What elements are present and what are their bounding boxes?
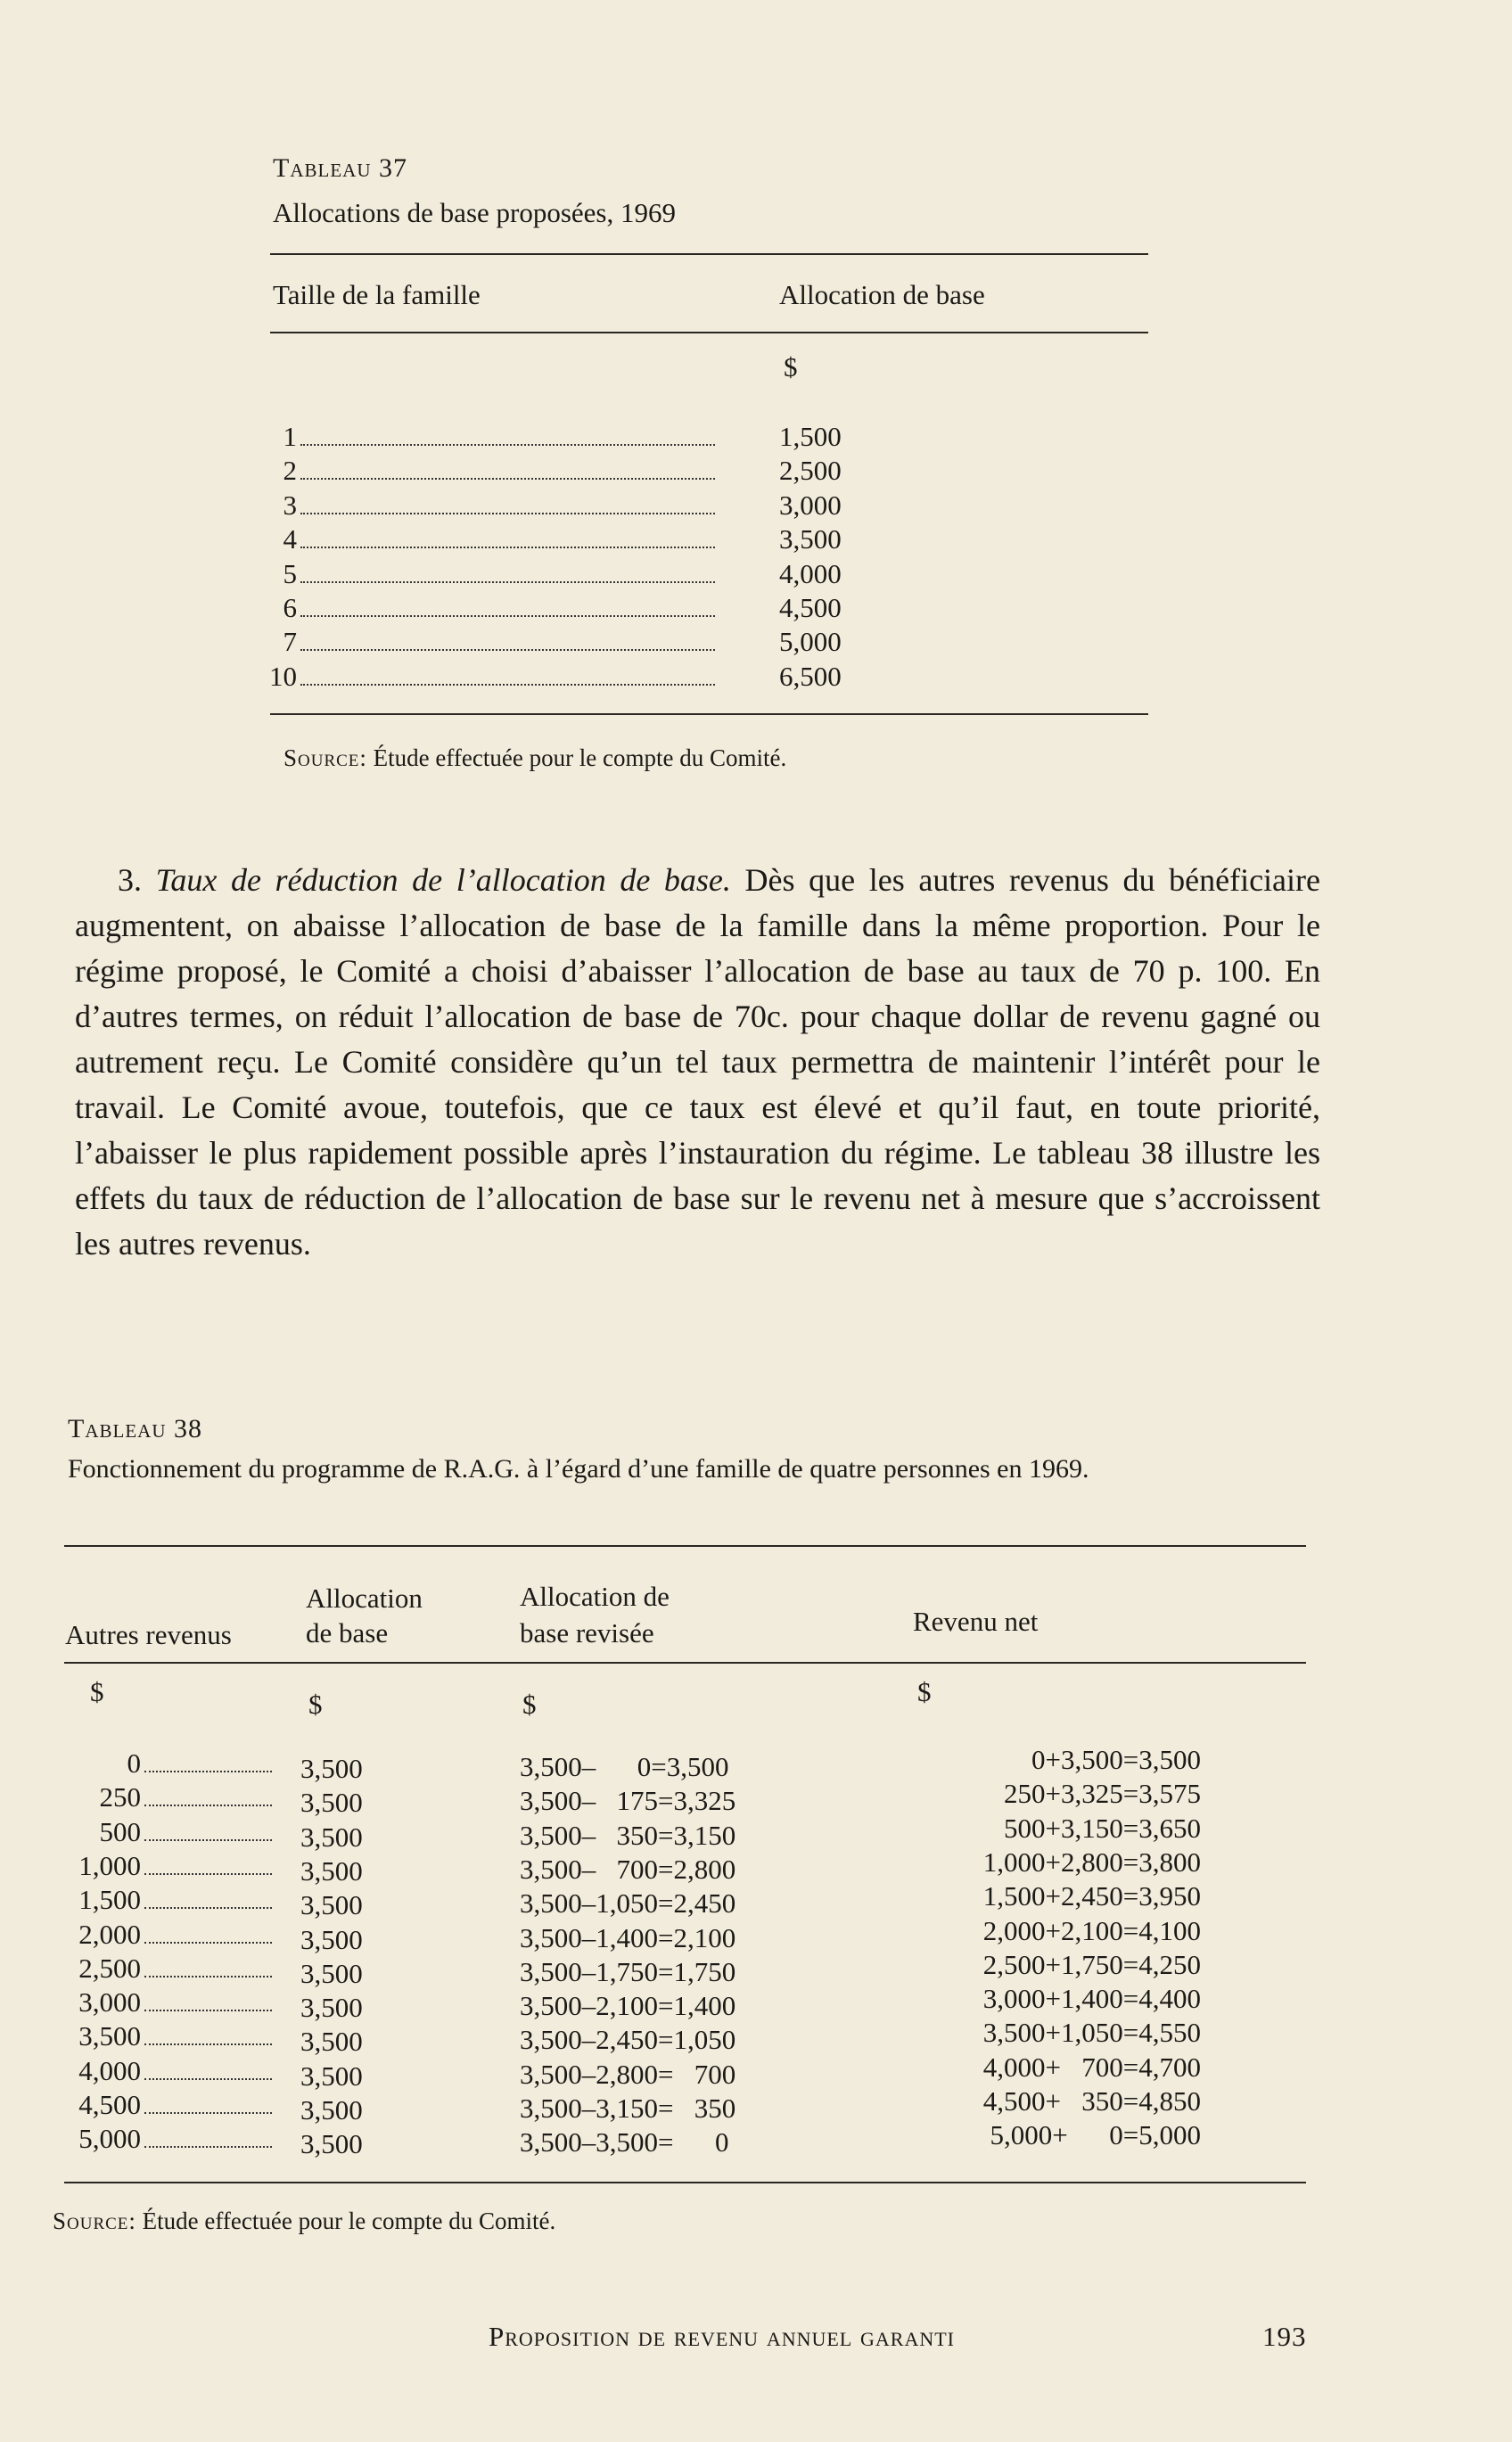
table-38-bottom-rule xyxy=(64,2182,1306,2183)
table-38-col-revised-2: base revisée xyxy=(520,1617,654,1649)
table-38-revised: 3,500–2,800= 700 xyxy=(520,2058,736,2090)
table-37-row xyxy=(263,455,722,487)
table-38-other: 500 xyxy=(99,1815,141,1847)
table-38-other: 1,000 xyxy=(78,1849,141,1881)
table-37-size: 4 xyxy=(283,523,297,555)
table-37-source-text: Étude effectuée pour le compte du Comité. xyxy=(373,744,787,771)
section-paragraph xyxy=(75,858,1320,1267)
table-37-size: 10 xyxy=(269,660,297,692)
table-38-revised: 3,500–3,150= 350 xyxy=(520,2093,736,2124)
table-38-revised: 3,500–2,450=1,050 xyxy=(520,2024,736,2056)
table-38-row xyxy=(53,1781,279,1813)
table-38-alloc: 3,500 xyxy=(300,1753,363,1784)
table-38-other: 2,500 xyxy=(78,1952,141,1984)
table-38-net: 5,000+ 0=5,000 xyxy=(990,2119,1201,2151)
table-38-alloc: 3,500 xyxy=(300,1923,363,1955)
table-38-row xyxy=(53,1919,279,1951)
table-38-other: 3,000 xyxy=(78,1986,141,2019)
table-38-other: 3,500 xyxy=(78,2020,141,2052)
table-37-size: 7 xyxy=(283,626,297,658)
dot-leader xyxy=(300,547,715,548)
table-38-unit-revised: $ xyxy=(522,1689,537,1720)
table-37-bottom-rule xyxy=(270,713,1148,715)
table-38-net: 2,500+1,750=4,250 xyxy=(982,1948,1201,1980)
dot-leader xyxy=(300,444,715,446)
table-38-other: 4,500 xyxy=(78,2089,141,2120)
table-38-col-alloc-2: de base xyxy=(306,1617,389,1649)
table-38-row xyxy=(53,1850,279,1882)
table-38-unit-net: $ xyxy=(917,1676,932,1707)
table-37-row xyxy=(263,489,722,522)
table-38-source-text: Étude effectuée pour le compte du Comité. xyxy=(142,2208,556,2234)
section-number: 3. xyxy=(118,862,142,898)
dot-leader xyxy=(300,581,715,583)
table-38-alloc: 3,500 xyxy=(300,2026,363,2058)
table-37-alloc: 3,500 xyxy=(779,523,842,555)
table-38-other: 5,000 xyxy=(78,2123,141,2155)
table-37-row xyxy=(263,661,722,693)
dot-leader xyxy=(300,649,715,651)
table-38-revised: 3,500– 350=3,150 xyxy=(520,1819,736,1851)
table-38-net: 3,500+1,050=4,550 xyxy=(982,2017,1201,2049)
table-37-alloc: 1,500 xyxy=(779,421,842,452)
table-38-other: 4,000 xyxy=(78,2054,141,2086)
table-38-row xyxy=(53,2089,279,2121)
table-38-alloc: 3,500 xyxy=(300,2060,363,2092)
table-38-net: 1,500+2,450=3,950 xyxy=(982,1880,1201,1912)
table-38-net: 2,000+2,100=4,100 xyxy=(982,1914,1201,1946)
table-38-revised: 3,500– 0=3,500 xyxy=(520,1751,729,1782)
table-38-revised: 3,500–1,400=2,100 xyxy=(520,1921,736,1953)
table-38-top-rule xyxy=(64,1545,1306,1547)
dot-leader xyxy=(300,615,715,617)
table-38-alloc: 3,500 xyxy=(300,1957,363,1989)
table-38-other: 250 xyxy=(99,1781,141,1813)
table-38-label: Tableau 38 xyxy=(68,1414,202,1443)
table-37-alloc: 5,000 xyxy=(779,626,842,658)
table-38-row xyxy=(53,2020,279,2052)
dot-leader xyxy=(144,2043,272,2045)
table-37-alloc: 4,500 xyxy=(779,592,842,623)
table-37-row xyxy=(263,421,722,453)
table-37-title: Allocations de base proposées, 1969 xyxy=(273,197,676,228)
table-38-title: Fonctionnement du programme de R.A.G. à l’égard d’une famille de quatre personnes en 1969. xyxy=(68,1454,1089,1484)
table-38-alloc: 3,500 xyxy=(300,2094,363,2125)
table-38-revised: 3,500–3,500= 0 xyxy=(520,2126,729,2158)
table-38-alloc: 3,500 xyxy=(300,1854,363,1887)
table-38-col-other: Autres revenus xyxy=(65,1619,232,1650)
table-38-row xyxy=(53,1953,279,1985)
dot-leader xyxy=(144,1942,272,1944)
table-38-source-label: Source: xyxy=(53,2208,136,2234)
table-37-top-rule xyxy=(270,253,1148,255)
table-38-alloc: 3,500 xyxy=(300,1821,363,1853)
table-38-unit-alloc: $ xyxy=(308,1689,323,1720)
dot-leader xyxy=(300,513,715,514)
table-37-size: 3 xyxy=(283,489,297,521)
table-38-other: 1,500 xyxy=(78,1884,141,1916)
table-37-header-rule xyxy=(270,332,1148,333)
table-38-net: 4,500+ 350=4,850 xyxy=(982,2085,1201,2117)
table-38-revised: 3,500– 175=3,325 xyxy=(520,1785,736,1817)
dot-leader xyxy=(144,2010,272,2011)
table-37-alloc: 2,500 xyxy=(779,455,842,487)
dot-leader xyxy=(144,1771,272,1772)
table-37-col-family: Taille de la famille xyxy=(273,279,481,310)
table-38-col-net: Revenu net xyxy=(913,1606,1039,1637)
table-37-unit: $ xyxy=(784,351,798,382)
table-37-size: 5 xyxy=(283,557,297,589)
table-38-alloc: 3,500 xyxy=(300,2128,363,2160)
dot-leader xyxy=(144,2078,272,2080)
table-38-row xyxy=(53,1884,279,1916)
table-37-row xyxy=(263,626,722,658)
dot-leader xyxy=(144,1907,272,1909)
table-37-alloc: 4,000 xyxy=(779,557,842,589)
table-38-header-rule xyxy=(64,1662,1306,1664)
section-heading: Taux de réduction de l’allocation de base. xyxy=(155,862,731,898)
table-37-alloc: 3,000 xyxy=(779,489,842,521)
running-title: Proposition de revenu annuel garanti xyxy=(489,2321,955,2352)
table-38-row xyxy=(53,2055,279,2087)
page-number: 193 xyxy=(1262,2321,1307,2352)
table-38-revised: 3,500–1,050=2,450 xyxy=(520,1887,736,1920)
table-38-row xyxy=(53,1816,279,1848)
table-37-size: 6 xyxy=(283,592,297,623)
table-38-col-alloc-1: Allocation xyxy=(306,1583,423,1614)
dot-leader xyxy=(144,1805,272,1806)
dot-leader xyxy=(144,1976,272,1977)
dot-leader xyxy=(144,2146,272,2148)
table-38-unit-other: $ xyxy=(90,1676,104,1707)
table-38-net: 4,000+ 700=4,700 xyxy=(982,2051,1201,2083)
table-38-other: 0 xyxy=(127,1747,141,1779)
dot-leader xyxy=(144,1839,272,1841)
table-38-revised: 3,500–2,100=1,400 xyxy=(520,1990,736,2022)
table-38-revised: 3,500– 700=2,800 xyxy=(520,1853,736,1885)
dot-leader xyxy=(300,684,715,686)
dot-leader xyxy=(144,1873,272,1875)
table-38-col-revised-1: Allocation de xyxy=(520,1581,670,1612)
table-37-alloc: 6,500 xyxy=(779,660,842,692)
table-38-alloc: 3,500 xyxy=(300,1889,363,1921)
table-38-net: 250+3,325=3,575 xyxy=(1004,1778,1201,1810)
table-37-row xyxy=(263,558,722,590)
dot-leader xyxy=(300,478,715,480)
table-37-label: Tableau 37 xyxy=(273,153,407,183)
table-38-alloc: 3,500 xyxy=(300,1992,363,2024)
table-38-row xyxy=(53,1986,279,2019)
dot-leader xyxy=(144,2112,272,2114)
table-38-net: 3,000+1,400=4,400 xyxy=(982,1983,1201,2015)
table-38-net: 0+3,500=3,500 xyxy=(1031,1744,1201,1775)
table-37-size: 2 xyxy=(283,455,297,487)
table-37-col-alloc: Allocation de base xyxy=(779,279,985,310)
table-37-source-label: Source: xyxy=(284,744,367,771)
table-37-row xyxy=(263,592,722,624)
table-37-size: 1 xyxy=(283,421,297,452)
table-38-alloc: 3,500 xyxy=(300,1787,363,1819)
table-37-row xyxy=(263,523,722,555)
table-38-row xyxy=(53,1747,279,1780)
section-body: Dès que les autres revenus du bénéficiaire augmentent, on abaisse l’allocation de base de la famille dans la même proportion. Pour le régime proposé, le Comité a choisi d’abaisser l’allocation de base au taux de 70 p. 100. En d’autres termes, on réduit l’allocation de base de 70c. pour chaque dollar de revenu gagné ou autrement reçu. Le Comité considère qu’un tel taux permettra de maintenir l’intérêt pour le travail. Le Comité avoue, toutefois, que ce taux est élevé et qu’il faut, en toute priorité, l’abaisser le plus rapidement possible après l’instauration du régime. Le tableau 38 illustre les effets du taux de réduction de l’allocation de base sur le revenu net à mesure que s’accroissent les autres revenus. xyxy=(75,862,1321,1262)
table-37-source xyxy=(284,744,786,772)
table-38-other: 2,000 xyxy=(78,1918,141,1950)
table-38-net: 1,000+2,800=3,800 xyxy=(982,1846,1201,1878)
table-38-source xyxy=(53,2208,555,2235)
table-38-net: 500+3,150=3,650 xyxy=(1004,1812,1201,1844)
table-38-row xyxy=(53,2123,279,2155)
table-38-revised: 3,500–1,750=1,750 xyxy=(520,1955,736,1987)
